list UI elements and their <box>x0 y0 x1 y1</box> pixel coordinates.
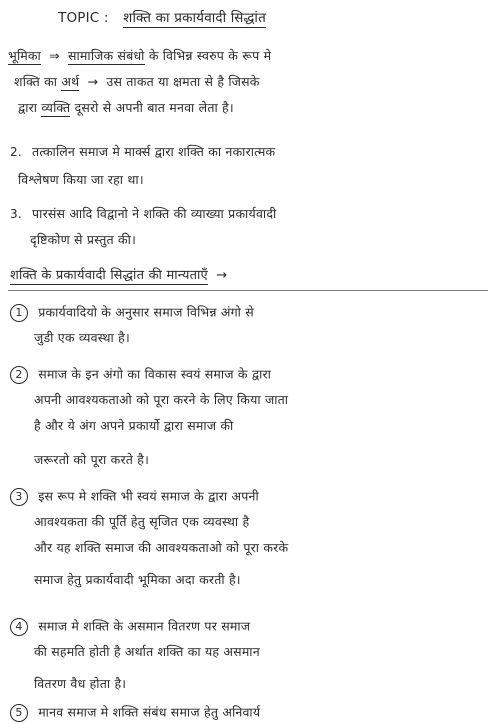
point-item-continued <box>34 514 500 530</box>
intro-line-1 <box>8 48 500 64</box>
intro-line-2 <box>14 74 500 90</box>
list-item-text: विश्लेषण किया जा रहा था। <box>18 172 144 187</box>
section-heading <box>10 268 500 284</box>
intro-line2-b: अर्थ <box>61 74 80 89</box>
intro-line1-rest: के विभिन्न स्वरुप के रूप मे <box>148 48 272 63</box>
point-number: 5 <box>10 704 28 722</box>
point-text: आवश्यकता की पूर्ति हेतु सृजित एक व्यवस्था है <box>34 514 250 529</box>
point-text: जुडी एक व्यवस्था है। <box>34 330 130 345</box>
point-text: जरूरतो को पूरा करते है। <box>34 452 150 467</box>
intro-line2-arrow: → <box>87 74 99 89</box>
intro-line-3 <box>18 100 500 116</box>
point-text: है और ये अंग अपने प्रकार्यो द्वारा समाज की <box>34 418 234 433</box>
list-item-number: 3. <box>10 207 22 221</box>
list-item-continued <box>30 232 500 248</box>
point-number: 1 <box>10 304 28 322</box>
intro-line2-c: उस ताकत या क्षमता से है जिसके <box>106 74 260 89</box>
topic-title: शक्ति का प्रकार्यवादी सिद्धांत <box>123 10 266 26</box>
point-text: समाज हेतु प्रकार्यवादी भूमिका अदा करती है। <box>34 572 241 587</box>
point-number: 2 <box>10 366 28 384</box>
intro-arrow: ⇒ <box>49 48 60 63</box>
point-text: समाज के इन अंगो का विकास स्वयं समाज के द्वारा <box>38 366 272 382</box>
point-text: अपनी आवश्यकताओ को पूरा करने के लिए किया जाता <box>34 392 289 407</box>
point-item-continued <box>34 644 500 660</box>
intro-line1-head: सामाजिक संबंधो <box>68 48 145 63</box>
point-item-continued <box>34 392 500 408</box>
intro-line2-a: शक्ति का <box>14 74 58 89</box>
section-divider <box>8 290 488 291</box>
point-text: इस रूप मे शक्ति भी स्वयं समाज के द्वारा अपनी <box>38 488 259 504</box>
point-item-continued <box>34 418 500 434</box>
intro-line3-b: व्यक्ति <box>41 100 71 115</box>
list-item <box>10 206 500 222</box>
point-item-continued <box>34 330 500 346</box>
section-heading-arrow: → <box>216 268 228 283</box>
point-text: प्रकार्यवादियो के अनुसार समाज विभिन्न अंगो से <box>38 304 254 320</box>
point-text: और यह शक्ति समाज की आवश्यकताओ को पूरा करके <box>34 540 289 555</box>
point-number: 3 <box>10 488 28 506</box>
point-item-continued <box>34 676 500 692</box>
point-item <box>10 488 500 506</box>
list-item-continued <box>18 172 500 188</box>
intro-label: भूमिका <box>8 48 41 63</box>
point-item-continued <box>34 540 500 556</box>
point-item <box>10 618 500 636</box>
point-number: 4 <box>10 618 28 636</box>
point-item-continued <box>34 452 500 468</box>
point-text: समाज मे शक्ति के असमान वितरण पर समाज <box>38 618 251 634</box>
list-item-text: तत्कालिन समाज मे मार्क्स द्वारा शक्ति का नकारात्मक <box>32 144 276 159</box>
point-item-continued <box>34 572 500 588</box>
topic-line <box>58 10 498 26</box>
point-text: मानव समाज मे शक्ति संबंध समाज हेतु अनिवार्य <box>38 704 261 720</box>
list-item-text: दृष्टिकोण से प्रस्तुत की। <box>30 232 137 247</box>
point-item <box>10 704 500 722</box>
section-heading-text: शक्ति के प्रकार्यवादी सिद्धांत की मान्यताएँ <box>10 268 208 283</box>
point-text: की सहमति होती है अर्थात शक्ति का यह असमान <box>34 644 260 659</box>
topic-label: TOPIC : <box>58 10 109 26</box>
list-item-number: 2. <box>10 145 22 159</box>
point-item <box>10 304 500 322</box>
intro-line3-a: द्वारा <box>18 100 38 115</box>
point-text: वितरण वैध होता है। <box>34 676 127 691</box>
point-item <box>10 366 500 384</box>
intro-line3-c: दूसरो से अपनी बात मनवा लेता है। <box>74 100 234 115</box>
list-item-text: पारसंस आदि विद्वानो ने शक्ति की व्याख्या प्रकार्यवादी <box>32 206 277 221</box>
list-item <box>10 144 500 160</box>
